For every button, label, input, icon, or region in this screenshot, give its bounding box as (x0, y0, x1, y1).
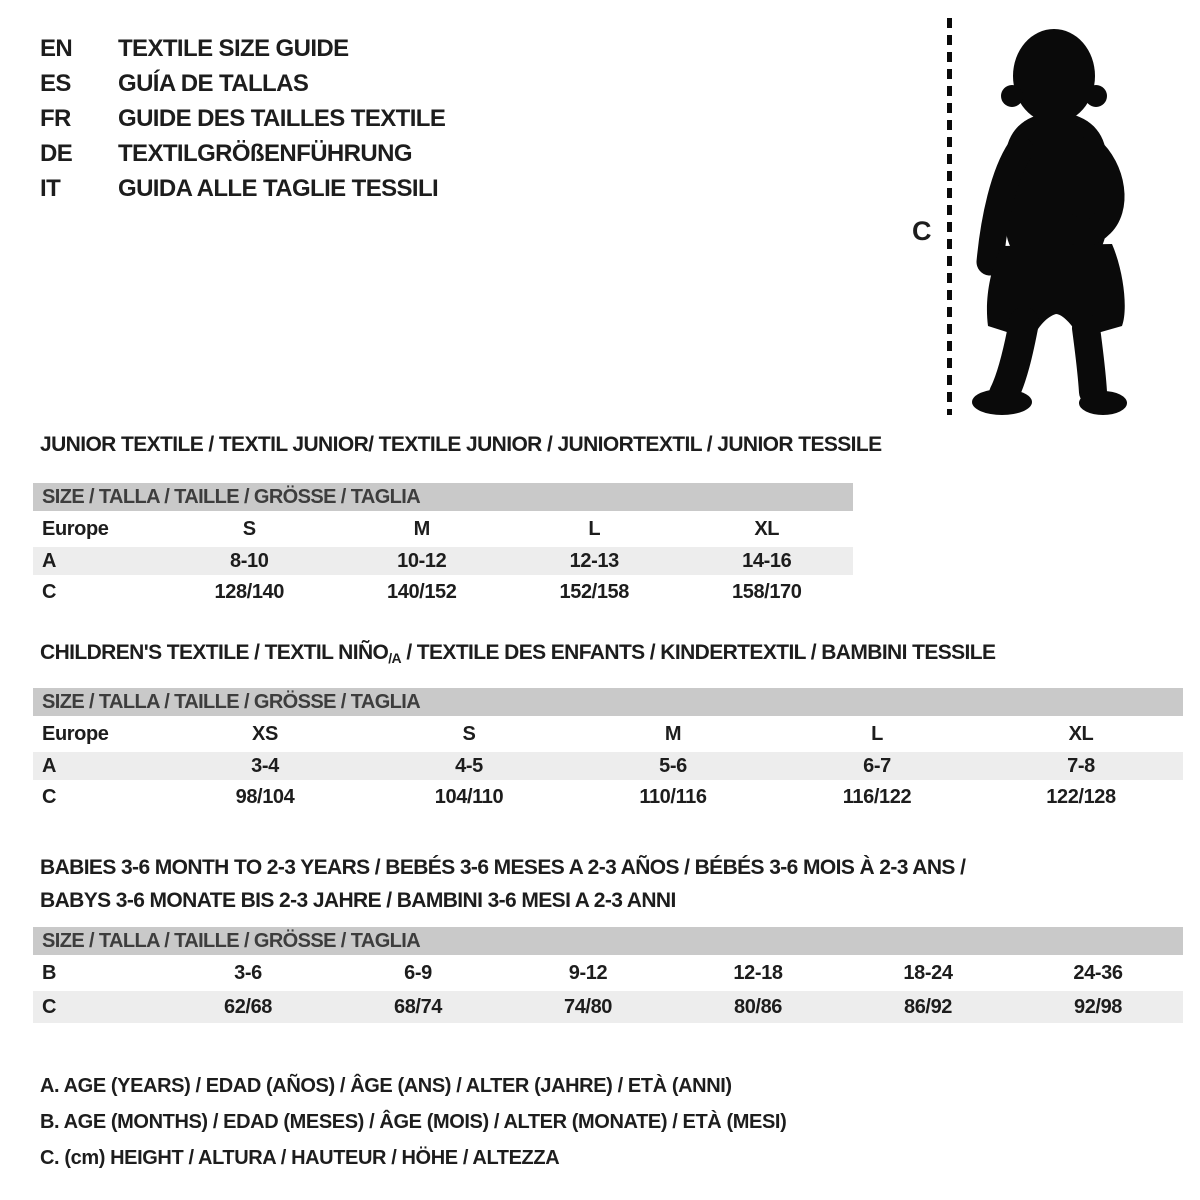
measurement-legend (40, 1068, 786, 1176)
babies-section-heading (40, 851, 965, 917)
babies-heading-line2: BABYS 3-6 MONATE BIS 2-3 JAHRE / BAMBINI 3-6 MESI A 2-3 ANNI (40, 889, 676, 912)
size-cell: XL (1068, 722, 1094, 745)
table-row-height (33, 780, 1183, 814)
table-row-age-months (33, 955, 1183, 991)
row-label: B (42, 961, 57, 984)
babies-heading-line1: BABIES 3-6 MONTH TO 2-3 YEARS / BEBÉS 3-6 MESES A 2-3 AÑOS / BÉBÉS 3-6 MOIS À 2-3 ANS / (40, 856, 966, 879)
height-cell: 98/104 (235, 785, 295, 808)
language-row (40, 136, 445, 171)
age-cell: 6-7 (863, 754, 891, 777)
children-heading-subscript: /A (388, 650, 402, 666)
size-cell: XS (252, 722, 278, 745)
row-label: C (42, 580, 57, 603)
toddler-silhouette (962, 14, 1140, 416)
language-code: FR (40, 104, 71, 132)
row-label: Europe (42, 722, 109, 745)
children-heading-main: CHILDREN'S TEXTILE / TEXTIL NIÑO (40, 641, 389, 664)
age-cell: 6-9 (404, 961, 432, 984)
size-cell: S (462, 722, 476, 745)
table-row-height (33, 991, 1183, 1023)
size-header-band: SIZE / TALLA / TAILLE / GRÖSSE / TAGLIA (33, 927, 1183, 955)
language-row (40, 66, 445, 101)
toddler-silhouette-svg (962, 14, 1140, 416)
language-code: DE (40, 139, 73, 167)
language-title-list (40, 31, 445, 206)
table-row-age (33, 547, 853, 575)
age-cell: 14-16 (742, 549, 792, 572)
table-row-europe (33, 716, 1183, 752)
age-cell: 3-6 (234, 961, 262, 984)
table-row-europe (33, 511, 853, 547)
language-code: ES (40, 69, 71, 97)
height-cell: 122/128 (1046, 785, 1116, 808)
row-label: A (42, 754, 57, 777)
age-cell: 9-12 (568, 961, 608, 984)
height-cell: 110/116 (639, 785, 707, 808)
height-cell: 152/158 (559, 580, 629, 603)
age-cell: 4-5 (455, 754, 483, 777)
legend-line-c: C. (cm) HEIGHT / ALTURA / HAUTEUR / HÖHE / ALTEZZA (40, 1147, 560, 1169)
babies-size-table (33, 927, 1183, 1023)
size-cell: M (664, 722, 682, 745)
height-cell: 74/80 (563, 995, 613, 1018)
row-label: Europe (42, 517, 109, 540)
junior-size-table (33, 483, 853, 609)
size-cell: L (588, 517, 601, 540)
children-heading-rest: / TEXTILE DES ENFANTS / KINDERTEXTIL / BAMBINI TESSILE (401, 641, 996, 664)
row-label: C (42, 785, 57, 808)
row-label: A (42, 549, 57, 572)
language-row (40, 171, 445, 206)
size-header-band: SIZE / TALLA / TAILLE / GRÖSSE / TAGLIA (33, 483, 853, 511)
height-cell: 116/122 (842, 785, 912, 808)
height-cell: 104/110 (434, 785, 504, 808)
language-title: GUIDA ALLE TAGLIE TESSILI (118, 174, 439, 202)
age-cell: 3-4 (251, 754, 279, 777)
age-cell: 12-13 (569, 549, 619, 572)
size-cell: L (871, 722, 883, 745)
age-cell: 8-10 (230, 549, 269, 572)
size-cell: S (242, 517, 256, 540)
height-cell: 68/74 (393, 995, 443, 1018)
children-section-heading (40, 641, 995, 666)
table-row-age (33, 752, 1183, 780)
legend-line-a: A. AGE (YEARS) / EDAD (AÑOS) / ÂGE (ANS) / ALTER (JAHRE) / ETÀ (ANNI) (40, 1075, 732, 1097)
legend-line-b: B. AGE (MONTHS) / EDAD (MESES) / ÂGE (MOIS) / ALTER (MONATE) / ETÀ (MESI) (40, 1111, 787, 1133)
size-cell: XL (754, 517, 780, 540)
table-row-height (33, 575, 853, 609)
height-cell: 128/140 (214, 580, 284, 603)
height-cell: 140/152 (387, 580, 457, 603)
age-cell: 10-12 (397, 549, 447, 572)
age-cell: 24-36 (1073, 961, 1123, 984)
age-cell: 12-18 (733, 961, 783, 984)
language-code: EN (40, 34, 73, 62)
language-row (40, 101, 445, 136)
language-title: TEXTILGRÖßENFÜHRUNG (118, 139, 412, 167)
language-title: TEXTILE SIZE GUIDE (118, 34, 349, 62)
measure-label-c: C (912, 216, 932, 246)
junior-section-heading: JUNIOR TEXTILE / TEXTIL JUNIOR/ TEXTILE JUNIOR / JUNIORTEXTIL / JUNIOR TESSILE (40, 433, 882, 456)
height-dashed-line (947, 18, 952, 415)
age-cell: 7-8 (1067, 754, 1095, 777)
row-label: C (42, 995, 57, 1018)
height-cell: 86/92 (903, 995, 953, 1018)
age-cell: 5-6 (659, 754, 687, 777)
size-cell: M (413, 517, 430, 540)
height-cell: 80/86 (733, 995, 783, 1018)
children-size-table (33, 688, 1183, 814)
language-row (40, 31, 445, 66)
age-cell: 18-24 (903, 961, 953, 984)
language-title: GUIDE DES TAILLES TEXTILE (118, 104, 446, 132)
height-cell: 92/98 (1073, 995, 1123, 1018)
language-title: GUÍA DE TALLAS (118, 69, 309, 97)
height-cell: 158/170 (732, 580, 802, 603)
height-cell: 62/68 (223, 995, 273, 1018)
size-header-band: SIZE / TALLA / TAILLE / GRÖSSE / TAGLIA (33, 688, 1183, 716)
language-code: IT (40, 174, 61, 202)
